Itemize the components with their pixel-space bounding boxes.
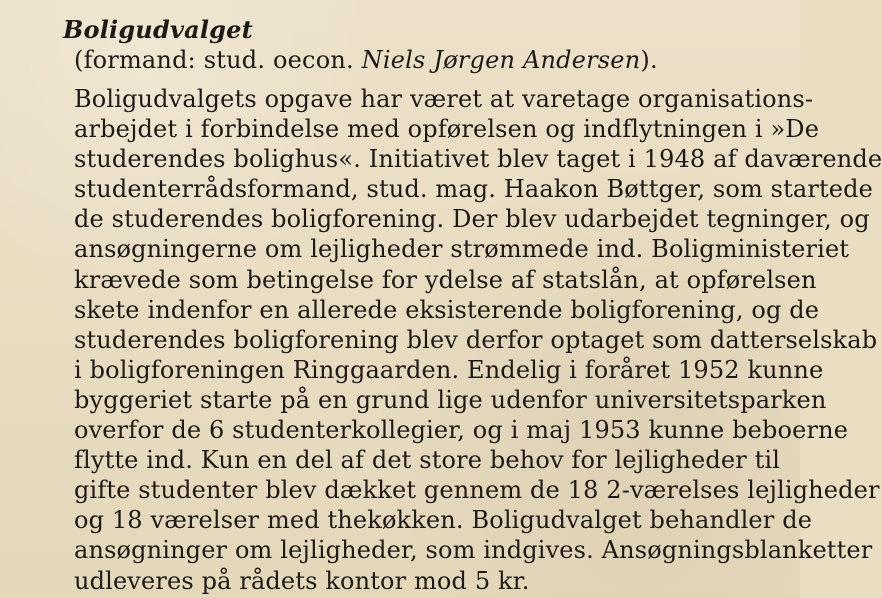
body-line: og 18 værelser med thekøkken. Boligudvalget behandler de	[74, 506, 813, 535]
body-line: flytte ind. Kun en del af det store behov for lejligheder til	[74, 446, 781, 475]
subtitle-suffix: ).	[640, 46, 658, 74]
document-title: Boligudvalget	[63, 15, 253, 44]
body-paragraph	[74, 84, 882, 596]
body-line: udleveres på rådets kontor mod 5 kr.	[74, 566, 530, 595]
body-line: studenterrådsformand, stud. mag. Haakon Bøttger, som startede	[74, 175, 874, 204]
body-line: de studerendes boligforening. Der blev udarbejdet tegninger, og	[74, 205, 870, 234]
body-line: byggeriet starte på en grund lige udenfor universitetsparken	[74, 385, 827, 414]
body-line: skete indenfor en allerede eksisterende boligforening, og de	[74, 295, 820, 324]
body-line: arbejdet i forbindelse med opførelsen og indflytningen i »De	[74, 115, 820, 144]
subtitle-name: Niels Jørgen Andersen	[361, 46, 641, 74]
body-line: krævede som betingelse for ydelse af statslån, at opførelsen	[74, 265, 817, 294]
body-line: Boligudvalgets opgave har været at varetage organisations-	[74, 85, 814, 113]
body-line: gifte studenter blev dækket gennem de 18 2-værelses lejligheder	[74, 476, 880, 505]
body-line: studerendes boligforening blev derfor optaget som datterselskab	[74, 325, 878, 354]
body-line: i boligforeningen Ringgaarden. Endelig i foråret 1952 kunne	[74, 355, 824, 384]
body-line: ansøgningerne om lejligheder strømmede ind. Boligministeriet	[74, 235, 850, 264]
body-line: overfor de 6 studenterkollegier, og i maj 1953 kunne beboerne	[74, 416, 849, 445]
body-line: studerendes bolighus«. Initiativet blev taget i 1948 af daværende	[74, 145, 882, 174]
document-subtitle	[74, 46, 658, 74]
body-line: ansøgninger om lejligheder, som indgives. Ansøgningsblanketter	[74, 536, 873, 565]
subtitle-prefix: (formand: stud. oecon.	[74, 46, 362, 74]
